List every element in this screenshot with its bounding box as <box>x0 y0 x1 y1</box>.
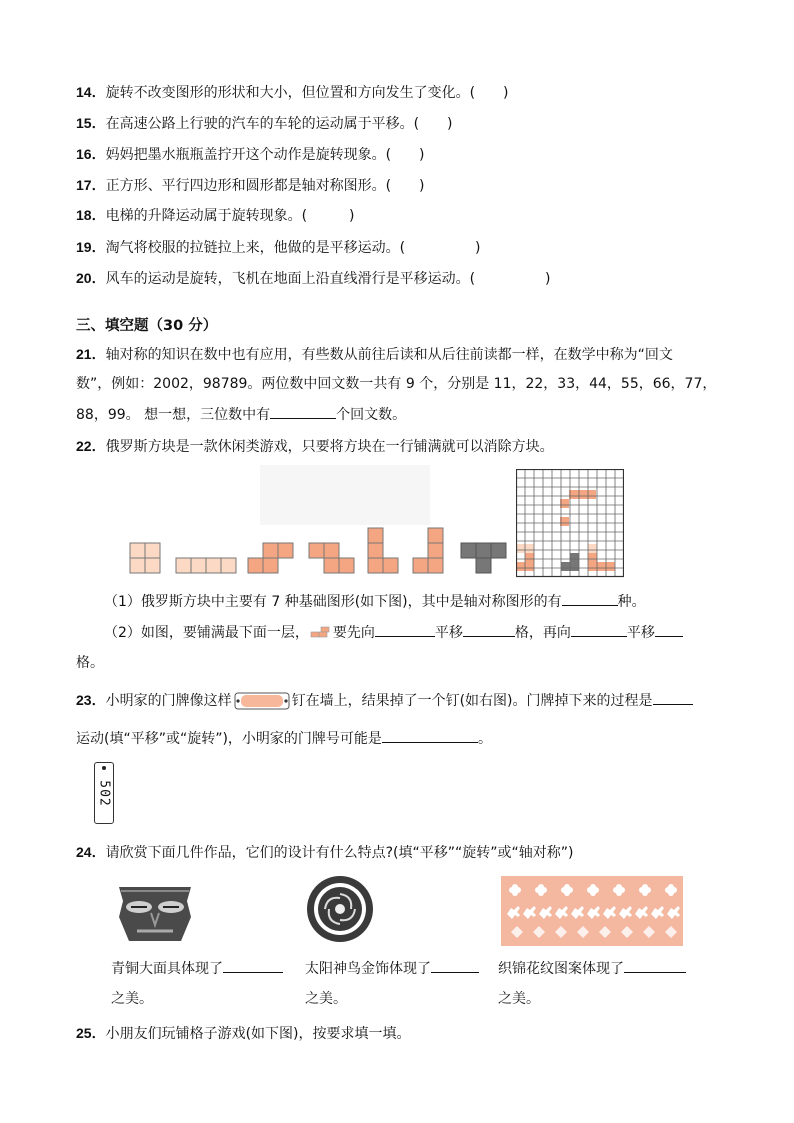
question-22: 22．俄罗斯方块是一款休闲类游戏，只要将方块在一行铺满就可以消除方块。 <box>76 438 554 455</box>
flower-petal <box>639 887 645 893</box>
question-15: 15．在高速公路上行驶的汽车的车轮的运动属于平移。( ) <box>76 115 453 132</box>
caption-bronze-mask: 青铜大面具体现了 <box>111 958 283 978</box>
question-20: 20．风车的运动是旋转，飞机在地面上沿直线滑行是平移运动。( ) <box>76 270 551 287</box>
caption-tail-1: 之美。 <box>111 991 153 1007</box>
question-21-line2: 数”，例如：2002，98789。两位数中回文数一共有 9 个，分别是 11，22，33，44，55，66，77， <box>76 376 717 392</box>
question-19: 19．淘气将校服的拉链拉上来，他做的是平移运动。( ) <box>76 239 481 256</box>
caption-brocade: 织锦花纹图案体现了 <box>498 958 686 978</box>
answer-blank[interactable] <box>653 690 693 705</box>
question-16: 16．妈妈把墨水瓶瓶盖拧开这个动作是旋转现象。( ) <box>76 146 425 163</box>
flower-petal <box>535 887 541 893</box>
o-piece <box>130 543 160 573</box>
tetris-figures <box>120 465 520 585</box>
question-18: 18．电梯的升降运动属于旋转现象。( ) <box>76 207 355 224</box>
flower-petal <box>665 887 671 893</box>
mini-l-piece-icon <box>309 626 333 640</box>
bronze-mask-image <box>115 877 195 947</box>
question-23-line1: 23．小明家的门牌像这样 钉在墙上，结果掉了一个钉(如右图)。门牌掉下来的过程是 <box>76 690 693 711</box>
answer-blank[interactable] <box>375 622 435 637</box>
answer-blank[interactable] <box>624 958 686 973</box>
caption-tail-3: 之美。 <box>498 991 540 1007</box>
golden-sun-bird-image <box>305 874 375 944</box>
question-14: 14．旋转不改变图形的形状和大小，但位置和方向发生了变化。( ) <box>76 84 509 101</box>
answer-blank[interactable] <box>270 404 336 419</box>
flower-petal <box>509 887 515 893</box>
answer-blank[interactable] <box>382 728 478 743</box>
stack-block <box>516 562 525 571</box>
stack-block <box>561 562 570 571</box>
question-25: 25．小朋友们玩铺格子游戏(如下图)，按要求填一填。 <box>76 1025 411 1042</box>
i-piece <box>176 558 236 573</box>
question-21-line3: 88，99。 想一想，三位数中有 个回文数。 <box>76 404 406 425</box>
t-piece <box>461 543 506 573</box>
s-piece <box>248 543 293 573</box>
caption-sun-bird: 太阳神鸟金饰体现了 <box>305 958 479 978</box>
door-plate-icon <box>234 692 290 710</box>
flower-petal <box>613 887 619 893</box>
answer-blank[interactable] <box>571 622 627 637</box>
question-24: 24．请欣赏下面几件作品，它们的设计有什么特点?(填“平移”“旋转”或“轴对称”) <box>76 844 574 861</box>
caption-tail-2: 之美。 <box>305 991 347 1007</box>
question-22-part2-tail: 格。 <box>76 655 104 671</box>
plate-number: 502 <box>96 780 112 807</box>
brocade-pattern-image <box>501 876 683 946</box>
question-22-part1: （1）俄罗斯方块中主要有 7 种基础图形(如下图)，其中是轴对称图形的有 种。 <box>104 591 646 612</box>
question-23-line2: 运动(填“平移”或“旋转”)，小明家的门牌号可能是 。 <box>76 728 492 749</box>
tetris-grid <box>516 469 624 579</box>
section-title: 三、填空题（30 分） <box>76 318 218 334</box>
answer-blank[interactable] <box>431 958 479 973</box>
nail-icon <box>102 766 106 770</box>
answer-blank[interactable] <box>655 622 683 637</box>
z-piece <box>309 543 354 573</box>
l-piece <box>368 528 398 573</box>
answer-blank[interactable] <box>223 958 283 973</box>
flower-petal <box>587 887 593 893</box>
question-17: 17．正方形、平行四边形和圆形都是轴对称图形。( ) <box>76 177 425 194</box>
falling-piece-top <box>569 490 596 499</box>
answer-blank[interactable] <box>463 622 515 637</box>
hanging-door-plate <box>94 762 114 824</box>
answer-blank[interactable] <box>562 591 618 606</box>
faint-background <box>260 465 430 525</box>
j-piece <box>413 528 443 573</box>
stack-block <box>588 544 597 553</box>
flower-petal <box>561 887 567 893</box>
question-21-line1: 21．轴对称的知识在数中也有应用，有些数从前往后读和从后往前读都一样，在数学中称为“回文 <box>76 346 673 363</box>
question-22-part2: （2）如图，要铺满最下面一层， 要先向 平移 格，再向 平移 <box>104 622 683 643</box>
